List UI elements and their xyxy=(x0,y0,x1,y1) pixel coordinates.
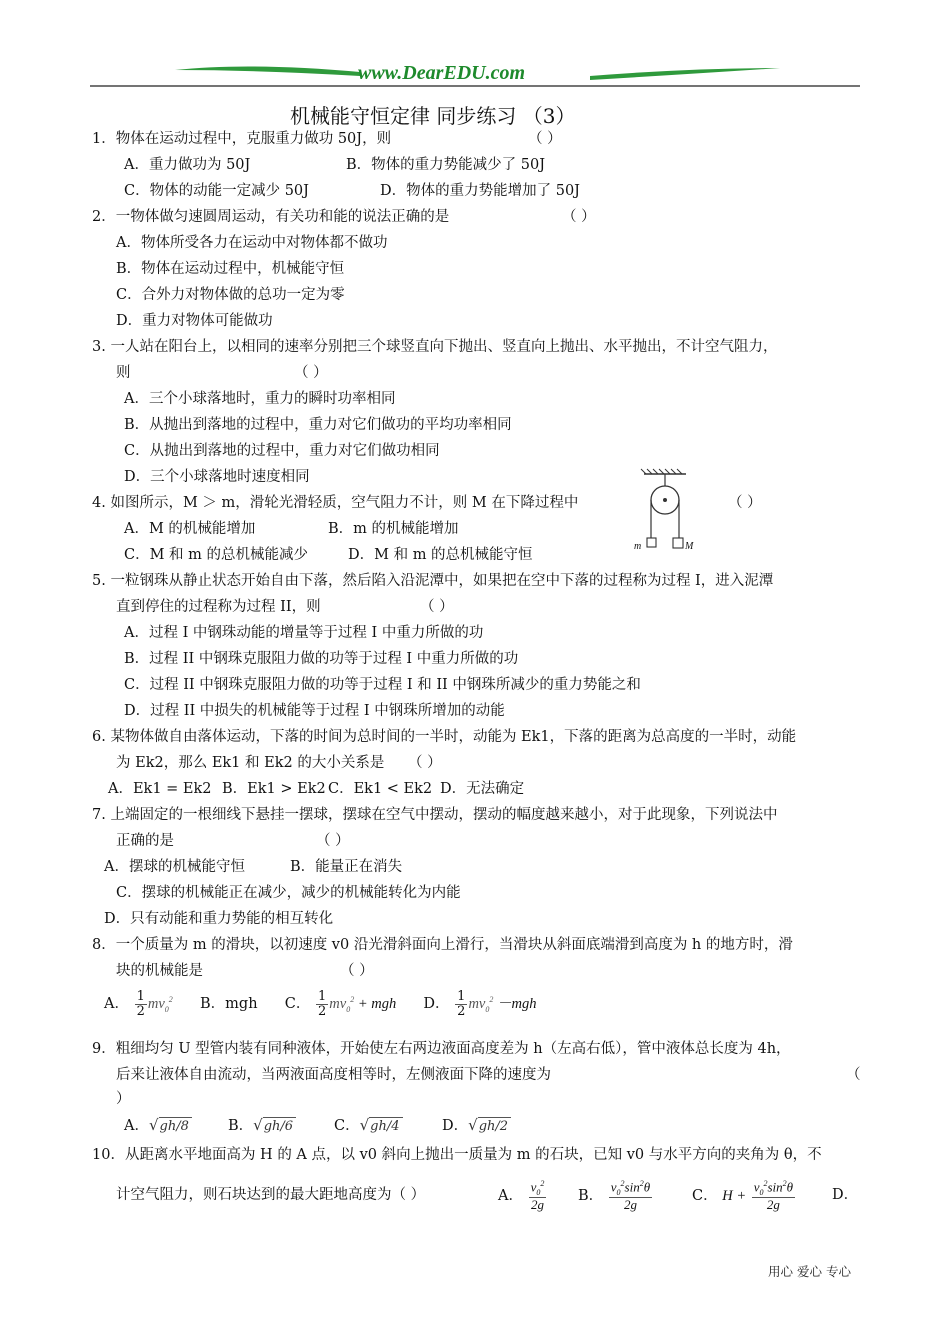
question-5-stem-cont: 直到停住的过程称为过程 II，则 xyxy=(116,599,321,615)
question-3-paren: （ ） xyxy=(294,365,328,381)
question-7-stem: 7. 上端固定的一根细线下悬挂一摆球，摆球在空气中摆动，摆动的幅度越来越小，对于此现象，下列说法中 xyxy=(92,807,778,823)
question-4-option-a: A．M 的机械能增加 xyxy=(124,521,256,537)
question-2-option-d: D．重力对物体可能做功 xyxy=(116,313,273,329)
question-9-option-a: A．√gh/8 xyxy=(124,1116,192,1136)
question-7-option-b: B．能量正在消失 xyxy=(290,859,403,875)
question-9-stem-cont: 后来让液体自由流动，当两液面高度相等时，左侧液面下降的速度为 xyxy=(116,1067,551,1083)
question-7-paren: （ ） xyxy=(316,833,350,849)
question-9-option-c: C．√gh/4 xyxy=(334,1116,403,1136)
question-6-option-a: A．Ek1 = Ek2 xyxy=(108,781,212,797)
question-4-stem: 4. 如图所示，M ＞ m，滑轮光滑轻质，空气阻力不计，则 M 在下降过程中 xyxy=(92,495,579,511)
question-4-option-c: C．M 和 m 的总机械能减少 xyxy=(124,547,309,563)
mv0-squared: $mv_0^2$ xyxy=(147,995,173,1015)
question-3-option-c: C．从抛出到落地的过程中，重力对它们做功相同 xyxy=(124,443,440,459)
question-10-option-b: B． $\frac{v_0^2\sin^2\theta}{2g}$ xyxy=(578,1179,651,1213)
question-2-option-c: C．合外力对物体做的总功一定为零 xyxy=(116,287,345,303)
pulley-figure xyxy=(630,466,710,556)
question-8-stem: 8．一个质量为 m 的滑块，以初速度 v0 沿光滑斜面向上滑行，当滑块从斜面底端滑到高度为 h 的地方时，滑 xyxy=(92,937,793,953)
question-10-option-a: A． $\frac{v_0^2}{2g}$ xyxy=(498,1179,545,1213)
question-10-stem: 10．从距离水平地面高为 H 的 A 点，以 v0 斜向上抛出一质量为 m 的石块，已知 v0 与水平方向的夹角为 θ，不 xyxy=(92,1147,822,1163)
question-6-option-d: D．无法确定 xyxy=(440,781,525,797)
pulley-label-m: m xyxy=(634,541,642,552)
question-9-option-b: B．√gh/6 xyxy=(228,1116,296,1136)
question-8-options: A． $\frac{1}{2}$ $mv_0^2$ B．mgh C． $\frac{1}{2}$ $mv_0^2$ + mgh D． $\frac{1}{2}$ $mv_0^2 -mgh$ xyxy=(104,989,537,1019)
question-1-option-c: C．物体的动能一定减少 50J xyxy=(124,183,309,199)
question-10-option-c: C． H + $\frac{v_0^2\sin^2\theta}{2g}$ xyxy=(692,1179,794,1213)
question-9-paren-open: （ xyxy=(846,1067,861,1083)
question-6-option-c: C．Ek1 < Ek2 xyxy=(328,781,433,797)
question-1-option-a: A．重力做功为 50J xyxy=(124,157,251,173)
question-3-option-d: D．三个小球落地时速度相同 xyxy=(124,469,310,485)
question-5-paren: （ ） xyxy=(420,599,454,615)
question-4-option-d: D．M 和 m 的总机械能守恒 xyxy=(348,547,533,563)
question-6-stem: 6. 某物体做自由落体运动，下落的时间为总时间的一半时，动能为 Ek1，下落的距离为总高度的一半时，动能 xyxy=(92,729,797,745)
question-3-stem: 3. 一人站在阳台上，以相同的速率分别把三个球竖直向下抛出、竖直向上抛出、水平抛出，不计空气阻力， xyxy=(92,339,778,355)
question-5-option-b: B．过程 II 中钢珠克服阻力做的功等于过程 I 中重力所做的功 xyxy=(124,651,519,667)
question-3-option-b: B．从抛出到落地的过程中，重力对它们做功的平均功率相同 xyxy=(124,417,512,433)
question-8-option-c-label: C． xyxy=(284,996,311,1013)
question-6-option-b: B．Ek1 > Ek2 xyxy=(222,781,326,797)
question-5-option-c: C．过程 II 中钢珠克服阻力做的功等于过程 I 和 II 中钢珠所减少的重力势能之和 xyxy=(124,677,641,693)
question-3-option-a: A．三个小球落地时，重力的瞬时功率相同 xyxy=(124,391,396,407)
question-7-option-c: C．摆球的机械能正在减少，减少的机械能转化为内能 xyxy=(116,885,461,901)
question-5-option-a: A．过程 I 中钢珠动能的增量等于过程 I 中重力所做的功 xyxy=(124,625,484,641)
question-6-stem-cont: 为 Ek2，那么 Ek1 和 Ek2 的大小关系是 xyxy=(116,755,385,771)
page-title: 机械能守恒定律 同步练习 （3） xyxy=(290,104,576,128)
question-4-paren: （ ） xyxy=(728,495,762,511)
header-banner xyxy=(90,58,860,92)
question-8-stem-cont: 块的机械能是 xyxy=(116,963,203,979)
question-6-paren: （ ） xyxy=(408,755,442,771)
question-8-paren: （ ） xyxy=(340,963,374,979)
question-2-option-a: A．物体所受各力在运动中对物体都不做功 xyxy=(116,235,388,251)
question-4-option-b: B．m 的机械能增加 xyxy=(328,521,459,537)
question-2-stem: 2．一物体做匀速圆周运动，有关功和能的说法正确的是 xyxy=(92,209,450,225)
pulley-label-M: M xyxy=(685,541,694,552)
question-1-option-d: D．物体的重力势能增加了 50J xyxy=(380,183,580,199)
question-1-stem: 1．物体在运动过程中，克服重力做功 50J，则 xyxy=(92,131,392,147)
question-9-paren-close: ） xyxy=(116,1091,131,1107)
question-1-option-b: B．物体的重力势能减少了 50J xyxy=(346,157,546,173)
question-2-option-b: B．物体在运动过程中，机械能守恒 xyxy=(116,261,345,277)
header-logo-text: www.DearEDU.com xyxy=(358,62,526,84)
question-7-option-d: D．只有动能和重力势能的相互转化 xyxy=(104,911,334,927)
half-fraction: $\frac{1}{2}$ xyxy=(136,989,145,1019)
question-1-paren: （ ） xyxy=(528,131,562,147)
question-10-stem-cont: 计空气阻力，则石块达到的最大距地高度为（ ） xyxy=(116,1187,426,1203)
question-10-option-d: D． xyxy=(832,1187,859,1203)
question-2-paren: （ ） xyxy=(562,209,596,225)
question-9-option-d: D．√gh/2 xyxy=(442,1116,511,1136)
page-footer: 用心 爱心 专心 xyxy=(768,1264,851,1279)
question-8-option-d-label: D． xyxy=(423,996,450,1013)
question-8-option-b: B．mgh xyxy=(200,996,258,1013)
question-9-stem: 9．粗细均匀 U 型管内装有同种液体，开始使左右两边液面高度差为 h（左高右低），管中液体总长度为 4h， xyxy=(92,1041,791,1057)
question-5-option-d: D．过程 II 中损失的机械能等于过程 I 中钢珠所增加的动能 xyxy=(124,703,505,719)
question-8-option-a-label: A． xyxy=(104,996,129,1013)
question-5-stem: 5. 一粒钢珠从静止状态开始自由下落，然后陷入沿泥潭中，如果把在空中下落的过程称为过程 I，进入泥潭 xyxy=(92,573,774,589)
question-3-stem-cont: 则 xyxy=(116,365,131,381)
question-7-stem-cont: 正确的是 xyxy=(116,833,174,849)
question-7-option-a: A．摆球的机械能守恒 xyxy=(104,859,245,875)
